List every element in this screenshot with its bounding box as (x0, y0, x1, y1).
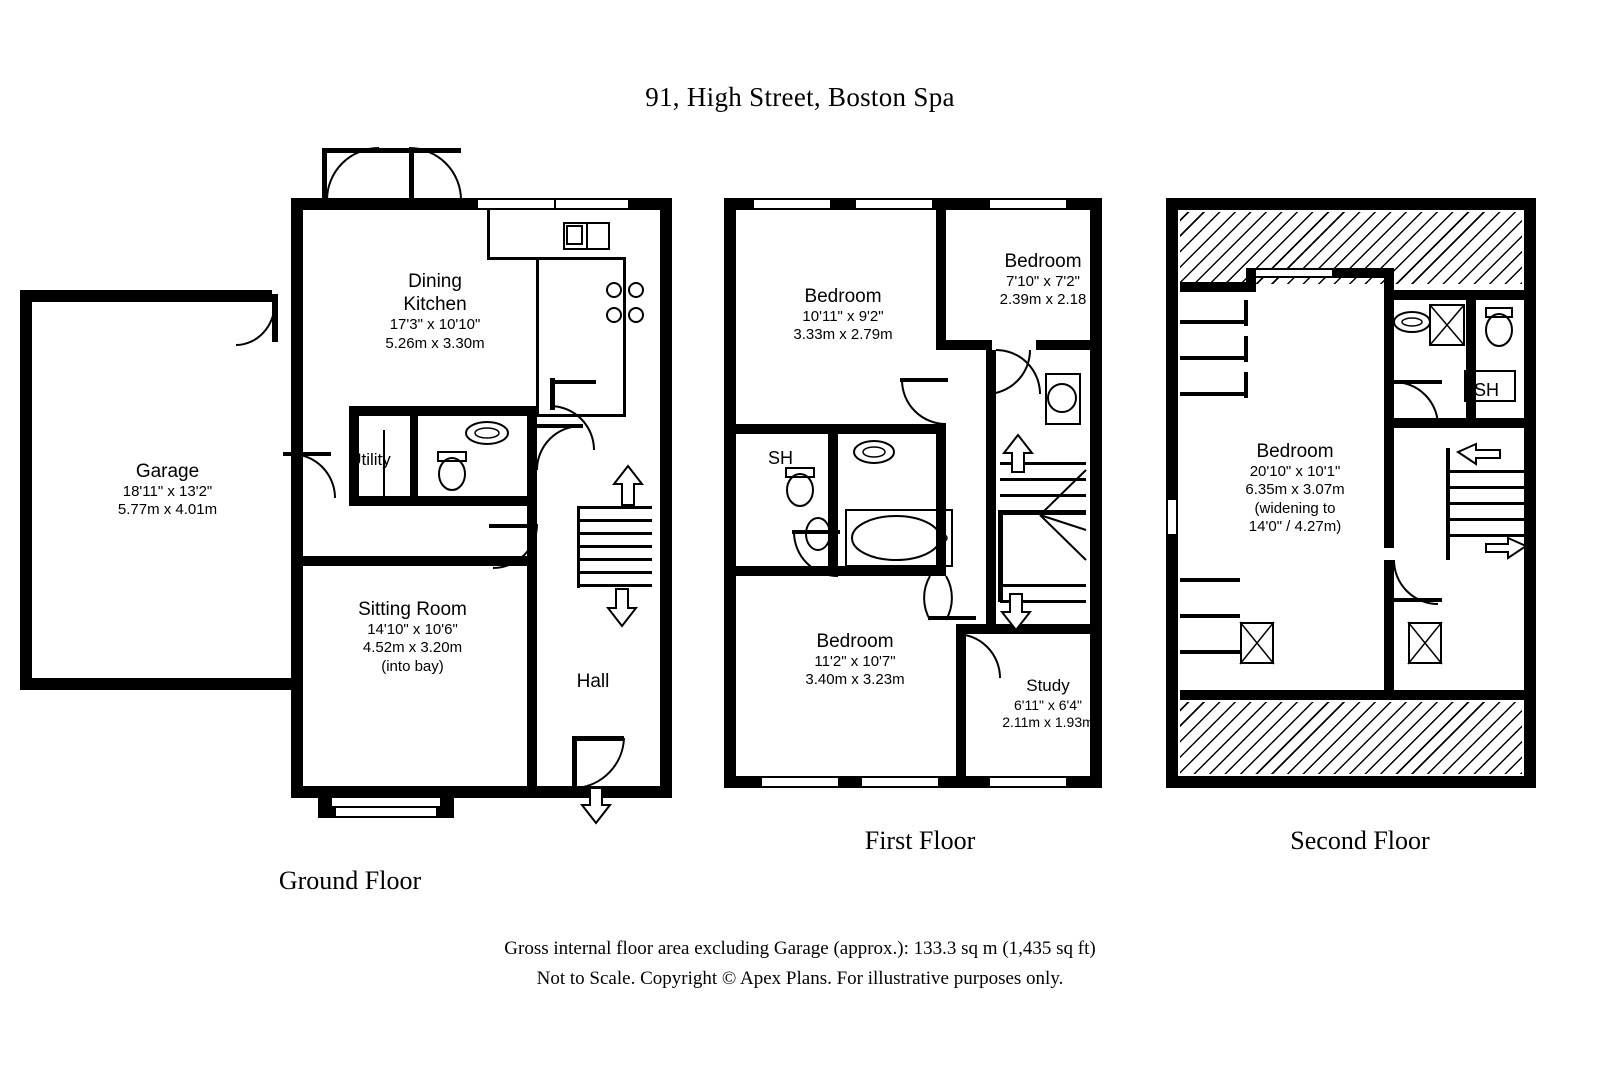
second-eaves-jamb-1 (1244, 300, 1248, 326)
kitchen-unit-2 (487, 257, 539, 260)
second-eaves-jamb-2 (1244, 336, 1248, 362)
first-door-head-3 (928, 616, 976, 620)
kitchen-unit-5 (623, 257, 626, 417)
stair-tread-g2 (577, 519, 652, 522)
kitchen-unit-6 (536, 257, 626, 260)
first-wall-sh-right (828, 424, 838, 576)
door-hall-sitting-head (489, 524, 537, 528)
second-wall-f (1466, 300, 1476, 422)
second-wall-top (1166, 198, 1536, 210)
french-door-head-left (322, 148, 414, 153)
door-kitchen-hall-head (550, 380, 596, 384)
second-wall-e (1384, 290, 1526, 300)
garage-wall-bottom (20, 678, 300, 690)
footer-area-line: Gross internal floor area excluding Garage (approx.): 133.3 sq m (1,435 sq ft) (504, 938, 1096, 959)
stair-first-tread2 (1000, 478, 1086, 481)
window-first-top-2 (856, 198, 932, 210)
footer-copyright-line: Not to Scale. Copyright © Apex Plans. For illustrative purposes only. (536, 968, 1064, 989)
room-label-dining-kitchen: Dining Kitchen 17'3" x 10'10" 5.26m x 3.30m (385, 271, 485, 352)
first-wall-landing-right (986, 350, 996, 630)
second-eaves-door-4 (1180, 578, 1240, 582)
second-eaves-hatch-box-right (1408, 622, 1442, 664)
french-door-mullion (409, 148, 414, 200)
second-eaves-hatch-box-left (1240, 622, 1274, 664)
stair-tread-g6 (577, 571, 652, 574)
second-door-head-1 (1394, 380, 1442, 384)
kitchen-unit-1 (487, 210, 490, 260)
first-door-head-1 (900, 378, 948, 382)
room-label-bedroom-1: Bedroom 10'11" x 9'2" 3.33m x 2.79m (793, 286, 893, 344)
stair-second-tread3 (1448, 502, 1526, 505)
label-sh-second: SH (1474, 380, 1500, 400)
stair-first-tread1 (1000, 462, 1086, 465)
house-wall-right (660, 198, 672, 798)
window-kitchen-top-1 (478, 198, 554, 210)
stair-first-string (998, 510, 1003, 602)
first-wall-bed2-left (936, 210, 946, 350)
second-eaves-door-1 (1180, 320, 1246, 324)
stair-first-tread3 (1000, 494, 1086, 497)
first-floor-label: First Floor (864, 826, 976, 855)
stair-tread-g4 (577, 545, 652, 548)
second-eaves-door-2 (1180, 356, 1246, 360)
french-door-arc-right (409, 148, 461, 200)
sh-box-second (1464, 370, 1516, 402)
door-hall-wc-arc (537, 426, 581, 470)
window-first-top-3 (990, 198, 1066, 210)
second-eaves-door-6 (1180, 650, 1240, 654)
stair-second-tread2 (1448, 486, 1526, 489)
label-sh-first: SH (768, 448, 794, 468)
second-wall-g (1384, 418, 1530, 428)
second-wall-i (1180, 690, 1524, 700)
room-label-garage: Garage 18'11" x 13'2" 5.77m x 4.01m (117, 461, 218, 519)
second-wall-a (1180, 282, 1256, 292)
first-wall-study-top (956, 624, 1092, 634)
second-wall-j (1384, 560, 1394, 692)
door-hall-wc-head (537, 424, 583, 428)
first-wall-bath-right (936, 424, 946, 576)
stair-first-landing-line (998, 510, 1086, 515)
window-first-bottom-1 (762, 776, 838, 788)
door-utility-head (283, 452, 331, 456)
first-wall-left (724, 198, 736, 788)
room-label-bedroom-second: Bedroom 20'10" x 10'1" 6.35m x 3.07m (widening to 14'0" / 4.27m) (1245, 441, 1345, 536)
sink-bowl-left (566, 225, 583, 245)
page-title: 91, High Street, Boston Spa (645, 82, 955, 112)
second-wall-left (1166, 198, 1178, 788)
wall-utility-top (349, 406, 537, 416)
front-door-head (572, 736, 624, 741)
garage-wall-left (20, 290, 32, 690)
wall-wc-divider (410, 416, 418, 506)
window-bay (336, 806, 436, 818)
first-wall-bed2-bottom2 (1036, 340, 1092, 350)
wall-sitting-top (291, 556, 537, 566)
stair-tread-g7 (577, 584, 652, 587)
bay-wall-right (440, 786, 454, 818)
wall-hall-left-upper (527, 406, 537, 556)
house-wall-left (291, 198, 303, 798)
garage-wall-top-right (200, 290, 272, 302)
stair-string-g (577, 506, 580, 588)
french-door-leaf-left (322, 148, 327, 200)
room-label-utility: Utility (349, 450, 391, 469)
stair-second-tread1 (1448, 470, 1526, 473)
room-label-sitting-room: Sitting Room 14'10" x 10'6" 4.52m x 3.20m (into bay) (358, 599, 467, 675)
wall-hall-left-lower (527, 556, 537, 796)
second-eaves-door-3 (1180, 392, 1246, 396)
second-wall-bottom (1166, 776, 1536, 788)
room-label-hall: Hall (576, 671, 610, 692)
window-first-top-1 (754, 198, 830, 210)
window-first-bottom-3 (990, 776, 1066, 788)
house-wall-bottom (291, 786, 672, 798)
stair-second-tread4 (1448, 518, 1526, 521)
eaves-hatch-bottom (1180, 702, 1522, 774)
garage-door-swing (236, 302, 276, 346)
stair-second-tread5 (1448, 534, 1526, 537)
first-door-head-2 (792, 530, 840, 534)
room-label-bedroom-3: Bedroom 11'2" x 10'7" 3.40m x 3.23m (805, 631, 905, 689)
window-first-bottom-2 (862, 776, 938, 788)
stair-tread-g3 (577, 532, 652, 535)
garage-door-leaf (272, 294, 278, 342)
kitchen-unit-4 (536, 414, 626, 417)
stair-first-tread4 (1000, 600, 1086, 603)
garage-wall-top-left (20, 290, 215, 302)
front-door-leaf (572, 736, 577, 788)
french-door-head-right (409, 148, 461, 153)
second-eaves-door-5 (1180, 614, 1240, 618)
second-wall-right (1524, 198, 1536, 788)
wall-utility-bottom (349, 496, 537, 506)
room-label-bedroom-2: Bedroom 7'10" x 7'2" 2.39m x 2.18 (999, 251, 1087, 309)
window-second-dormer (1256, 268, 1332, 278)
ground-floor-label: Ground Floor (278, 866, 422, 895)
stair-tread-g1 (577, 506, 652, 509)
second-floor-label: Second Floor (1290, 826, 1430, 855)
stair-second-string (1446, 448, 1450, 560)
stair-first-tread5 (1000, 584, 1086, 587)
second-eaves-jamb-3 (1244, 372, 1248, 398)
stair-tread-g5 (577, 558, 652, 561)
rooflight-left (1166, 500, 1178, 534)
door-kitchen-hall-arc (550, 406, 594, 450)
french-door-arc-left (327, 148, 379, 200)
front-door-arc (576, 738, 624, 788)
room-label-study: Study 6'11" x 6'4" 2.11m x 1.93m (1002, 676, 1094, 730)
first-wall-bed2-bottom (936, 340, 992, 350)
sink-divider (586, 222, 588, 250)
window-kitchen-top-2 (556, 198, 628, 210)
second-door-head-2 (1394, 598, 1442, 602)
